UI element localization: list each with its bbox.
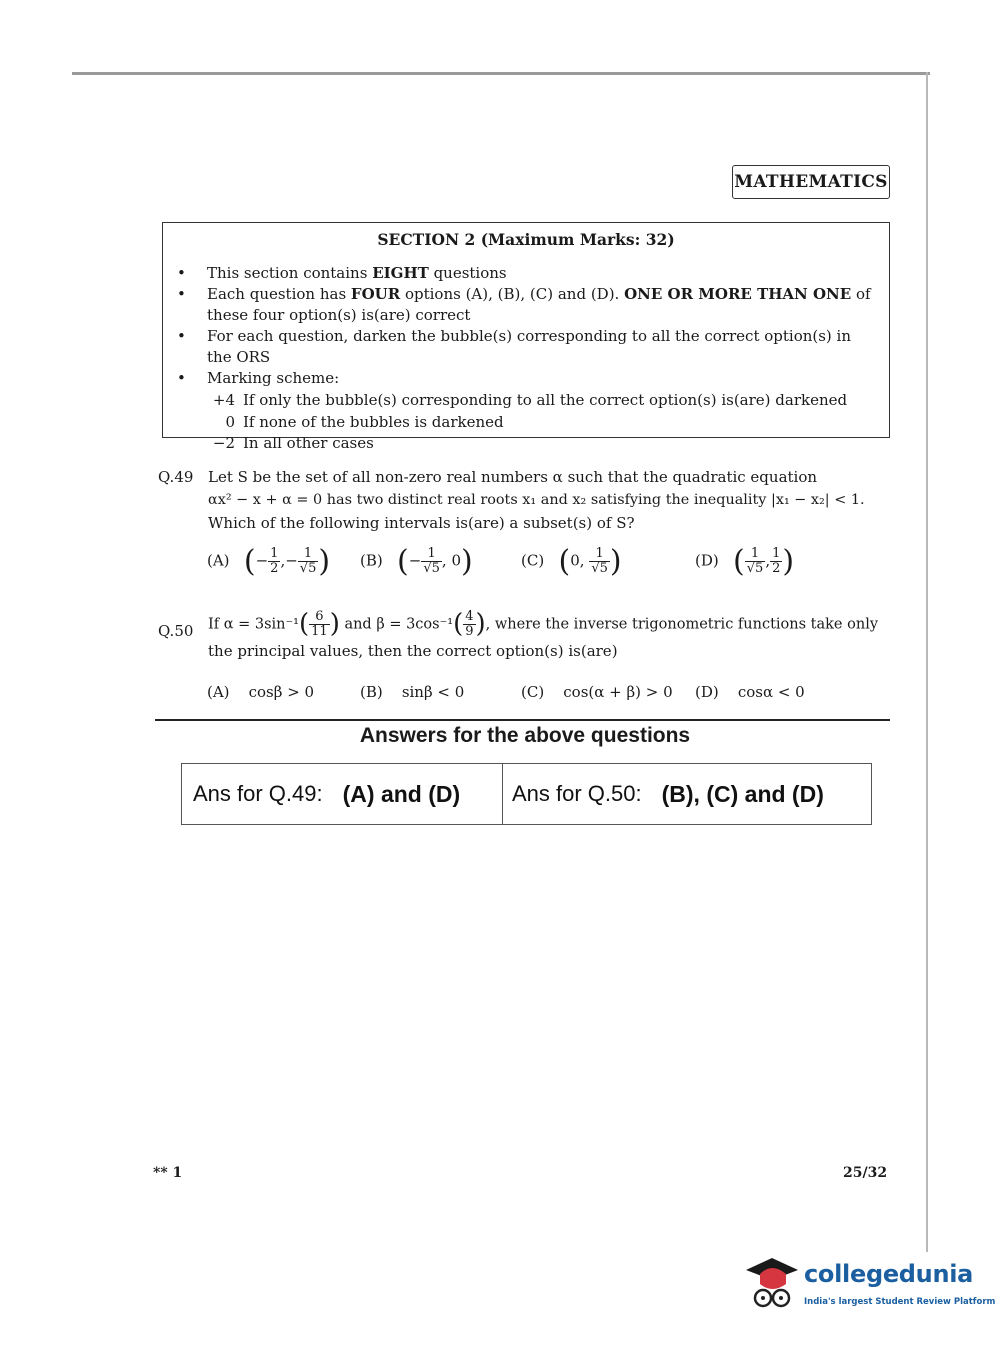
answers-table [181, 763, 872, 825]
option-c[interactable]: (C) (0, $\frac{1}{√5}$ ) [521, 544, 622, 579]
answer-q49-cell: Ans for Q.49: (A) and (D) [182, 764, 503, 824]
subject-tag: MATHEMATICS [732, 165, 890, 199]
option-c[interactable]: (C) cos(α + β) > 0 [521, 683, 673, 701]
section-title: SECTION 2 (Maximum Marks: 32) [377, 230, 675, 249]
question-text: If α = 3sin⁻¹( $\frac{6}{11}$ ) and β = 3cos⁻¹( $\frac{4}{9}$ ), where the inverse trigonometric functions take only the principal values, then the correct option(s) is(are) [208, 609, 879, 660]
question-text: Let S be the set of all non-zero real numbers α such that the quadratic equation αx² − x + α = 0 has two distinct real roots x₁ and x₂ satisfying the inequality |x₁ − x₂| < 1. Which of the following intervals is(are) a subset(s) of S? [208, 468, 865, 532]
answer-q50-cell: Ans for Q.50: (B), (C) and (D) [512, 780, 824, 807]
question-number: Q.49 [158, 468, 194, 486]
brand-name: collegedunia [804, 1260, 974, 1288]
instruction-item: • This section contains EIGHT questions [177, 264, 507, 282]
question-49 [158, 466, 890, 540]
marking-row: 0 If none of the bubbles is darkened [225, 412, 504, 431]
option-d[interactable]: (D) ( $\frac{1}{√5}$ , $\frac{1}{2}$ ) [695, 544, 795, 579]
scan-edge-top [72, 72, 930, 75]
footer-left: ** 1 [153, 1165, 183, 1181]
option-a[interactable]: (A) (− $\frac{1}{2}$ ,− $\frac{1}{√5}$ ) [207, 544, 331, 579]
question-50 [158, 610, 890, 680]
option-b[interactable]: (B) sinβ < 0 [360, 683, 465, 701]
page-number: 25/32 [843, 1165, 888, 1181]
graduate-mascot-icon [742, 1250, 804, 1312]
section-divider [155, 719, 890, 721]
bullet-icon: • [177, 264, 186, 282]
bullet-icon: • [177, 285, 186, 303]
instruction-item: • Marking scheme: [177, 369, 340, 387]
bullet-icon: • [177, 327, 186, 345]
option-a[interactable]: (A) cosβ > 0 [207, 683, 315, 701]
answers-heading: Answers for the above questions [359, 724, 691, 747]
instruction-item: • Each question has FOUR options (A), (B), (C) and (D). ONE OR MORE THAN ONE of these four option(s) is(are) correct [177, 285, 871, 324]
question-number: Q.50 [158, 622, 194, 640]
question-50-options [207, 683, 897, 707]
instruction-list [177, 263, 879, 455]
marking-row: +4 If only the bubble(s) corresponding to all the correct option(s) is(are) darkened [212, 391, 848, 409]
section-instructions-box [162, 222, 890, 452]
question-49-options [207, 544, 897, 588]
collegedunia-logo[interactable] [742, 1250, 996, 1310]
marking-row: −2 In all other cases [212, 434, 374, 452]
scan-edge-right [926, 72, 928, 1252]
bullet-icon: • [177, 369, 186, 387]
option-b[interactable]: (B) (− $\frac{1}{√5}$ , 0) [360, 544, 473, 579]
marking-scheme [207, 390, 879, 455]
instruction-item: • For each question, darken the bubble(s) corresponding to all the correct option(s) in the ORS [177, 327, 852, 366]
option-d[interactable]: (D) cosα < 0 [695, 683, 805, 701]
brand-tagline: India's largest Student Review Platform [804, 1297, 996, 1307]
